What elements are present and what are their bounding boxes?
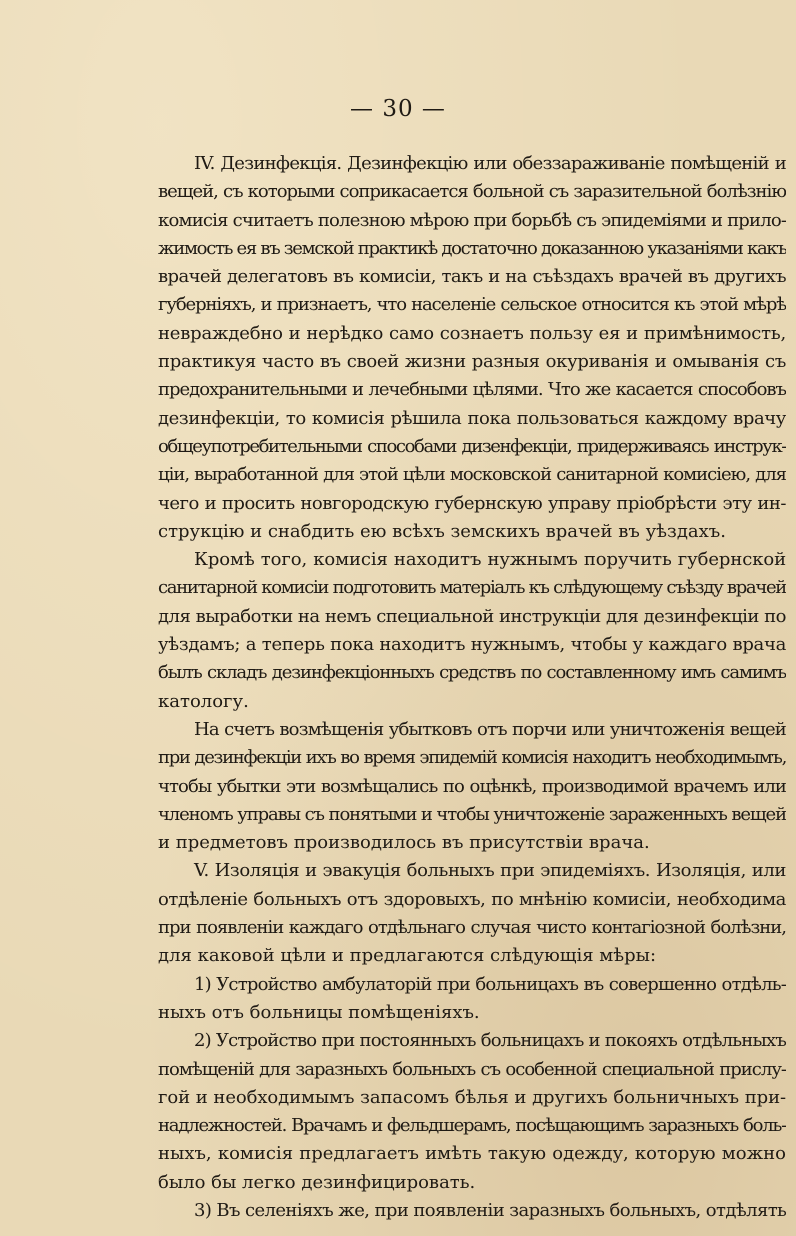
text-line: дезинфекціи, то комисія рѣшила пока пользоваться каждому врачу xyxy=(158,407,786,429)
paragraph-measure-2 xyxy=(158,1027,786,1197)
text-line: чтобы убытки эти возмѣщались по оцѣнкѣ, производимой врачемъ или xyxy=(158,775,786,797)
text-line: для каковой цѣли и предлагаются слѣдующія мѣры: xyxy=(158,945,657,967)
body-text xyxy=(158,150,786,1225)
text-line: вещей, съ которыми соприкасается больной съ заразительной болѣзнію xyxy=(158,181,786,203)
text-line: было бы легко дезинфицировать. xyxy=(158,1171,476,1193)
text-line: общеупотребительными способами дизенфекціи, придерживаясь инструк- xyxy=(158,435,786,457)
text-line: уѣздамъ; а теперь пока находитъ нужнымъ, чтобы у каждаго врача xyxy=(158,634,786,656)
text-line: губерніяхъ, и признаетъ, что населеніе сельское относится къ этой мѣрѣ xyxy=(158,294,786,316)
text-line: жимость ея въ земской практикѣ достаточно доказанною указаніями какъ xyxy=(158,237,786,259)
text-line: надлежностей. Врачамъ и фельдшерамъ, посѣщающимъ заразныхъ боль- xyxy=(158,1115,786,1137)
text-line: помѣщеній для заразныхъ больныхъ съ особенной специальной прислу- xyxy=(158,1058,786,1080)
text-line: 3) Въ селеніяхъ же, при появленіи заразныхъ больныхъ, отдѣлять xyxy=(194,1199,786,1221)
text-line: ціи, выработанной для этой цѣли московской санитарной комисіею, для xyxy=(158,464,786,486)
text-line: врачей делегатовъ въ комисіи, такъ и на съѣздахъ врачей въ другихъ xyxy=(158,266,786,288)
text-line: практикуя часто въ своей жизни разныя окуриванія и омыванія съ xyxy=(158,351,786,373)
text-line: IV. Дезинфекція. Дезинфекцію или обеззараживаніе помѣщеній и xyxy=(194,153,786,174)
text-line: катологу. xyxy=(158,690,249,712)
text-line: гой и необходимымъ запасомъ бѣлья и другихъ больничныхъ при- xyxy=(158,1086,786,1108)
paragraph-damages-compensation xyxy=(158,716,786,857)
text-line: былъ складъ дезинфекціонныхъ средствъ по составленному имъ самимъ xyxy=(158,662,786,684)
text-line: ныхъ отъ больницы помѣщеніяхъ. xyxy=(158,1001,480,1023)
paragraph-measure-1 xyxy=(158,971,786,1028)
text-line: струкцію и снабдить ею всѣхъ земскихъ врачей въ уѣздахъ. xyxy=(158,520,726,542)
text-line: предохранительными и лечебными цѣлями. Что же касается способовъ xyxy=(158,379,786,401)
text-line: 2) Устройство при постоянныхъ больницахъ и покояхъ отдѣльныхъ xyxy=(194,1030,786,1052)
page-number: — 30 — xyxy=(350,96,446,122)
text-line: членомъ управы съ понятыми и чтобы уничтоженіе зараженныхъ вещей xyxy=(158,803,786,825)
text-line: комисія считаетъ полезною мѣрою при борьбѣ съ эпидеміями и прило- xyxy=(158,209,786,231)
text-line: ныхъ, комисія предлагаетъ имѣть такую одежду, которую можно xyxy=(158,1143,786,1165)
text-line: V. Изоляція и эвакуція больныхъ при эпидеміяхъ. Изоляція, или xyxy=(194,860,786,882)
text-line: Кромѣ того, комисія находитъ нужнымъ поручить губернской xyxy=(194,549,786,571)
text-line: и предметовъ производилось въ присутствіи врача. xyxy=(158,832,650,854)
paragraph-isolation xyxy=(158,857,786,970)
text-line: санитарной комисіи подготовить матеріалъ къ слѣдующему съѣзду врачей xyxy=(158,577,786,599)
text-line: чего и просить новгородскую губернскую управу пріобрѣсти эту ин- xyxy=(158,492,786,514)
text-line: при дезинфекціи ихъ во время эпидемій комисія находитъ необходимымъ, xyxy=(158,747,786,769)
text-line: при появленіи каждаго отдѣльнаго случая чисто контагіозной болѣзни, xyxy=(158,917,786,939)
text-line: 1) Устройство амбулаторій при больницахъ въ совершенно отдѣль- xyxy=(194,973,786,995)
paragraph-measure-3 xyxy=(158,1197,786,1225)
text-line: отдѣленіе больныхъ отъ здоровыхъ, по мнѣнію комисіи, необходима xyxy=(158,888,786,910)
text-line: невраждебно и нерѣдко само сознаетъ пользу ея и примѣнимость, xyxy=(158,322,786,344)
paragraph-commission-materials xyxy=(158,546,786,716)
text-line: для выработки на немъ специальной инструкціи для дезинфекціи по xyxy=(158,605,786,627)
paragraph-disinfection xyxy=(158,150,786,546)
text-line: На счетъ возмѣщенія убытковъ отъ порчи или уничтоженія вещей xyxy=(194,718,786,740)
